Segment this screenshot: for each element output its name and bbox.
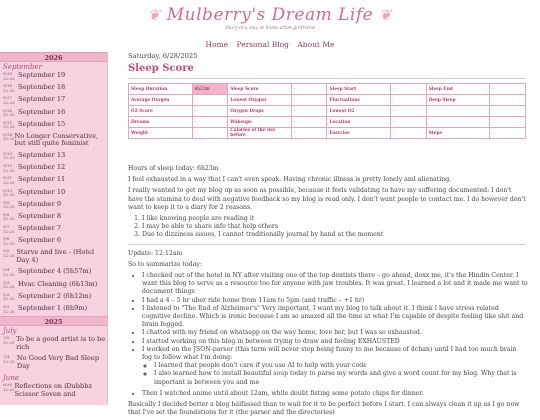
post-date-stamp: 9/10 12:25 [3,187,15,197]
title-divider [128,78,526,79]
july-post-list [0,335,107,373]
post-content [118,52,536,417]
post-title-link[interactable]: September 11 [18,175,66,184]
nav-about-me[interactable]: About Me [297,40,335,49]
metric-value: - [192,128,228,139]
post-title-link[interactable]: September 18 [18,83,66,92]
post-date-stamp: 9/4 12:25 [3,267,15,277]
metric-label: Oxygen Drops [228,106,292,117]
metric-value: - [291,84,327,95]
post-title-link[interactable]: Reflections on iDubbbz Scissor Seven and [14,382,92,398]
nav-personal-blog[interactable]: Personal Blog [236,40,289,49]
post-date-stamp: 9/12 12:25 [3,163,15,173]
june-post-list [0,382,107,401]
sidebar-post-link[interactable] [0,200,107,212]
post-title-link[interactable]: September 12 [18,163,66,172]
sidebar-post-link[interactable] [0,248,107,267]
metric-value: - [291,117,327,128]
reasons-list [142,215,528,240]
table-row [129,84,526,95]
list-item: ◦ I learned that people don't care if you use AI to help with your code [154,362,528,370]
metric-label: Deep Sleep [426,95,490,106]
metric-label: Location [327,117,391,128]
month-heading-september[interactable]: September [3,63,42,71]
post-date-stamp: 9/19 12:25 [3,71,15,81]
metric-label: Weight [129,128,193,139]
september-post-list [0,71,107,316]
post-date-stamp: 9/14 12:25 [3,131,15,142]
paragraph-blog-reason: I really wanted to get my blog up as soon as possible, because it feels validating to have my suffering documented: I don't have the stamina to deal with negative feedback so my blog is read only. I don't want people to contact me. I do however don't want to keep it to a diary for 2 reasons. [128,187,526,211]
year-heading-2025[interactable]: 2025 [0,316,107,326]
metric-label: Dreams [129,117,193,128]
list-item: 1. I like knowing people are reading it [142,215,528,223]
post-date-stamp: 9/17 12:25 [3,95,15,105]
metric-label: Wakeups [228,117,292,128]
sidebar-post-link[interactable] [0,335,107,354]
post-title-link[interactable]: September 17 [18,95,66,104]
site-title[interactable]: ❦ Mulberry's Dream Life ❦ [147,5,393,25]
list-item: • I listened to "The End of Alzheimer's" Very important, I want my blog to talk about it. I think I have stress related cognitive decline. Which is ironic because I am so amazed all the time at what I'm capable of despite feeling like shit and brain fogged. [142,305,528,330]
post-date-stamp: 9/5 12:25 [3,248,15,258]
metric-value: 6h23m [192,84,228,95]
post-date-stamp: 9/9 12:25 [3,199,15,210]
metric-value: - [192,106,228,117]
post-title-link[interactable]: Starve and live - (Hotel Day 4) [16,248,95,264]
paragraph-exhausted: I feel exhausted in a way that I can't even speak. Having chronic illness is pretty lonely and alienating. [128,176,452,184]
post-date-stamp: 9/18 12:25 [3,83,15,93]
nav-home[interactable]: Home [205,40,229,49]
list-item: 2. I may be able to share info that help others [142,223,528,231]
sidebar-post-link[interactable] [0,292,107,304]
summary-list [142,272,528,398]
post-title-link[interactable]: No Good Very Bad Sleep Day [16,354,100,370]
month-heading-june[interactable]: June [3,374,19,383]
sidebar-post-link[interactable] [0,71,107,83]
post-date-stamp: 9/15 12:25 [3,119,15,130]
post-date-stamp: 7/5 12:25 [3,335,15,345]
metric-label: Sleep End [426,84,490,95]
paragraph-hours: Hours of sleep today: 6h23m [128,165,219,172]
post-title: Sleep Score [128,63,194,74]
metric-label: Calories of the day before [228,128,292,139]
sidebar-post-link[interactable] [0,163,107,175]
sidebar-post-link[interactable] [0,224,107,236]
table-row [129,95,526,106]
paragraph-closing: Basically I decided better a blog halfassed than to wait for it to be perfect before I start. I can always clean it up as I go now that I've set the foundations for it (the parser and the directories) [128,401,520,417]
post-title-link[interactable]: September 6 [18,236,62,245]
metric-value: - [490,95,526,106]
metric-value: - [390,117,426,128]
metric-value: - [390,84,426,95]
post-date-stamp: 7/4 12:25 [3,354,15,364]
metric-value: - [390,128,426,139]
metric-label: Exercise [327,128,391,139]
metric-value: - [291,95,327,106]
sidebar-post-link[interactable] [0,304,107,316]
post-title-link[interactable]: September 15 [18,119,66,128]
metric-label: Steps [426,128,490,139]
post-title-link[interactable]: September 9 [18,199,62,208]
sub-summary-list [154,362,528,387]
list-item: • I checked out of the hotel in NY after visiting one of the top dentists there – go ahead, doxx me, it's the Hindin Center. I want this blog to serve as a resource too for anyone with jaw troubles. It was great. I learned a lot and it made me want to document things [142,272,528,297]
post-date-stamp: 9/1 12:25 [3,304,15,314]
metric-value: - [390,95,426,106]
metric-value: - [192,117,228,128]
update-time: Update: 12:12am [128,249,183,257]
post-title-link[interactable]: September 1 (8h9m) [18,304,88,312]
list-item: • I started working on this blog in between trying to draw and feeling EXHAUSTED [142,338,528,346]
post-title-link[interactable]: September 7 [18,224,62,233]
site-header [0,0,540,52]
post-date-stamp: 9/3 12:25 [3,279,15,290]
site-tagline: Diary of a stay at home artist girlfriend [225,26,315,31]
post-title-link[interactable]: September 4 (5h57m) [18,267,92,276]
metric-value: - [291,128,327,139]
post-title-link[interactable]: No Longer Conservative, but still quite feminist [14,131,99,148]
post-title-link[interactable]: September 13 [18,150,66,159]
list-item [142,346,528,387]
sidebar-post-link[interactable] [0,175,107,187]
metric-value [490,117,526,128]
sidebar-archive [0,52,108,405]
metric-label: Lowest Oxygen [228,95,292,106]
sidebar-post-link[interactable] [0,212,107,224]
sidebar-post-link[interactable] [0,267,107,279]
post-date-stamp: 9/16 12:25 [3,107,15,118]
sidebar-post-link[interactable] [0,236,107,248]
metric-value: - [490,84,526,95]
metric-label [426,117,490,128]
post-date-stamp: 9/13 12:25 [3,150,15,161]
sidebar-post-link[interactable] [0,120,107,132]
post-title-link[interactable]: September 19 [18,71,66,79]
post-date: Saturday, 6/28/2025 [128,52,198,60]
metric-value [490,106,526,117]
sidebar-post-link[interactable] [0,83,107,95]
list-item: 3. Due to dizziness issues, I cannot traditionally journal by hand at the moment [142,231,528,239]
list-item: • Then I watched anime until about 12am, while doubt fisting some potato chips for dinner. [142,390,528,398]
metric-value: - [291,106,327,117]
section-divider [128,244,526,245]
list-item: • I had a 4 – 5 hr uber ride home from 11am to 5pm (and traffic – +1 hr) [142,297,528,305]
metric-label: Sleep Start [327,84,391,95]
post-title-link[interactable]: September 16 [18,107,66,116]
sidebar-post-link[interactable] [0,382,107,401]
list-item: • I chatted with my friend on whatsapp on the way home, love her, but I was so exhausted. [142,329,528,337]
metric-value: - [490,128,526,139]
post-date-stamp: 9/2 12:25 [3,291,15,302]
sidebar-post-link[interactable] [0,354,107,373]
post-date-stamp: 9/11 12:25 [3,175,15,185]
metric-value: - [192,95,228,106]
flourish-icon: ❦ [379,6,393,24]
post-title-link[interactable]: September 2 (6h12m) [18,291,92,300]
list-item: ◦ I also learned how to install beautiful soup today to parse my words and give a word count for my blog. Why that is important is between you and me [154,370,528,386]
metric-label: Lowest O2 [327,106,391,117]
sidebar-post-link[interactable] [0,280,107,292]
sidebar-post-link[interactable] [0,132,107,151]
post-date-stamp: 6/30 12:25 [3,382,15,392]
summary-intro: So to summarize today: [128,260,202,268]
post-title-link[interactable]: September 8 [18,211,62,220]
sidebar-post-link[interactable] [0,95,107,107]
sidebar-post-link[interactable] [0,108,107,120]
post-date-stamp: 9/6 12:25 [3,236,15,246]
post-date-stamp: 9/7 12:25 [3,224,15,234]
sleep-score-table [128,83,526,139]
metric-label: Average Oxygen [129,95,193,106]
metric-value: - [390,106,426,117]
table-row [129,106,526,117]
metric-label: O2 Score [129,106,193,117]
sidebar-post-link[interactable] [0,188,107,200]
post-body [128,165,528,420]
list-item-text: I worked on the JSON-parser (this term will never stop being funny to me because of 4chan) until I had too much brain fog to follow what I'm doing: [142,345,517,362]
post-date-stamp: 9/8 12:25 [3,211,15,222]
table-row [129,128,526,139]
table-row [129,117,526,128]
sidebar-post-link[interactable] [0,151,107,163]
post-title-link[interactable]: To be a good artist is to be rich [16,335,106,351]
metric-label: Fluctuations [327,95,391,106]
month-heading-july[interactable]: July [3,327,17,336]
metric-label [426,106,490,117]
top-nav [0,40,540,49]
post-title-link[interactable]: September 10 [18,187,66,196]
metric-label: Sleep Duration [129,84,193,95]
year-heading-2026[interactable]: 2026 [0,52,107,62]
post-title-link[interactable]: Hvac Cleaning (6h13m) [18,279,98,288]
metric-label: Sleep Score [228,84,292,95]
flourish-icon: ❦ [147,6,161,24]
